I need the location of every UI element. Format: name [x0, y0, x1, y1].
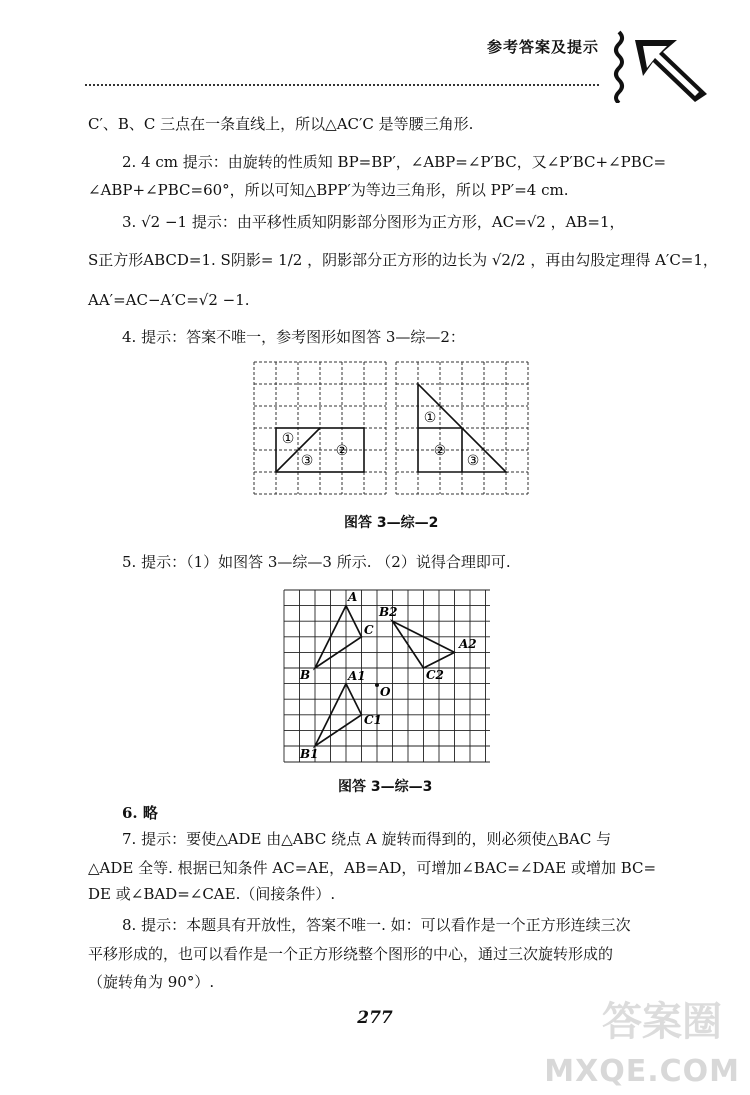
- fig2-label-4: ①: [423, 410, 437, 426]
- figure-3-grid: [282, 588, 494, 764]
- text-line-2: 2. 4 cm 提示：由旋转的性质知 BP=BP′，∠ABP=∠P′BC，又∠P′BC+∠PBC=: [122, 153, 667, 171]
- page-header: [85, 28, 715, 103]
- header-title: 参考答案及提示: [486, 38, 599, 56]
- text-line-8: 5. 提示：（1）如图答 3—综—3 所示. （2）说得合理即可.: [122, 553, 511, 571]
- text-line-15: （旋转角为 90°）.: [88, 973, 215, 991]
- fig2-label-5: ②: [433, 443, 447, 459]
- watermark-url: MXQE.COM: [544, 1054, 740, 1089]
- fig3-label-C2: C2: [426, 668, 444, 682]
- text-line-3: ∠ABP+∠PBC=60°，所以可知△BPP′为等边三角形，所以 PP′=4 cm.: [88, 181, 569, 199]
- fig3-label-O: O: [380, 685, 391, 699]
- arrow-logo-icon: [599, 28, 715, 103]
- page-number: 277: [357, 1008, 393, 1028]
- fig3-label-B1: B1: [300, 747, 319, 761]
- text-line-7: 4. 提示：答案不唯一，参考图形如图答 3—综—2：: [122, 328, 465, 346]
- text-line-13: 8. 提示：本题具有开放性，答案不唯一. 如：可以看作是一个正方形连续三次: [122, 916, 631, 934]
- fig2-label-3: ③: [300, 453, 314, 469]
- fig3-label-A1: A1: [348, 669, 366, 683]
- fig3-label-A2: A2: [459, 637, 477, 651]
- text-line-12: DE 或∠BAD=∠CAE.（间接条件）.: [88, 885, 336, 903]
- fig3-label-B2: B2: [379, 605, 398, 619]
- figure-2-grids: [252, 360, 532, 496]
- text-line-11: △ADE 全等. 根据已知条件 AC=AE，AB=AD，可增加∠BAC=∠DAE 或增加 BC=: [88, 859, 657, 877]
- text-line-14: 平移形成的，也可以看作是一个正方形绕整个图形的中心，通过三次旋转形成的: [88, 945, 614, 963]
- fig2-label-2: ②: [335, 443, 349, 459]
- text-line-4: 3. √2 −1 提示：由平移性质知阴影部分图形为正方形，AC=√2 ，AB=1，: [122, 213, 625, 231]
- watermark-logo-text: 答案圈: [602, 999, 722, 1045]
- fig2-label-1: ①: [281, 431, 295, 447]
- fig3-label-C: C: [364, 623, 374, 637]
- fig3-label-A: A: [348, 590, 358, 604]
- text-line-5: S正方形ABCD=1. S阴影= 1/2 ，阴影部分正方形的边长为 √2/2 ，再由勾股定理得 A′C=1，: [88, 251, 718, 269]
- figure-3-caption: 图答 3—综—3: [338, 779, 433, 795]
- fig3-label-C1: C1: [364, 713, 382, 727]
- text-line-6: AA′=AC−A′C=√2 −1.: [88, 291, 250, 309]
- text-line-9: 6. 略: [122, 804, 158, 822]
- header-dotted-rule: [85, 84, 599, 86]
- fig3-label-B: B: [300, 668, 311, 682]
- fig2-label-6: ③: [466, 453, 480, 469]
- text-line-10: 7. 提示：要使△ADE 由△ABC 绕点 A 旋转而得到的，则必须使△BAC 与: [122, 830, 612, 848]
- text-line-1: C′、B、C 三点在一条直线上，所以△AC′C 是等腰三角形.: [88, 115, 474, 133]
- figure-2-caption: 图答 3—综—2: [344, 515, 439, 531]
